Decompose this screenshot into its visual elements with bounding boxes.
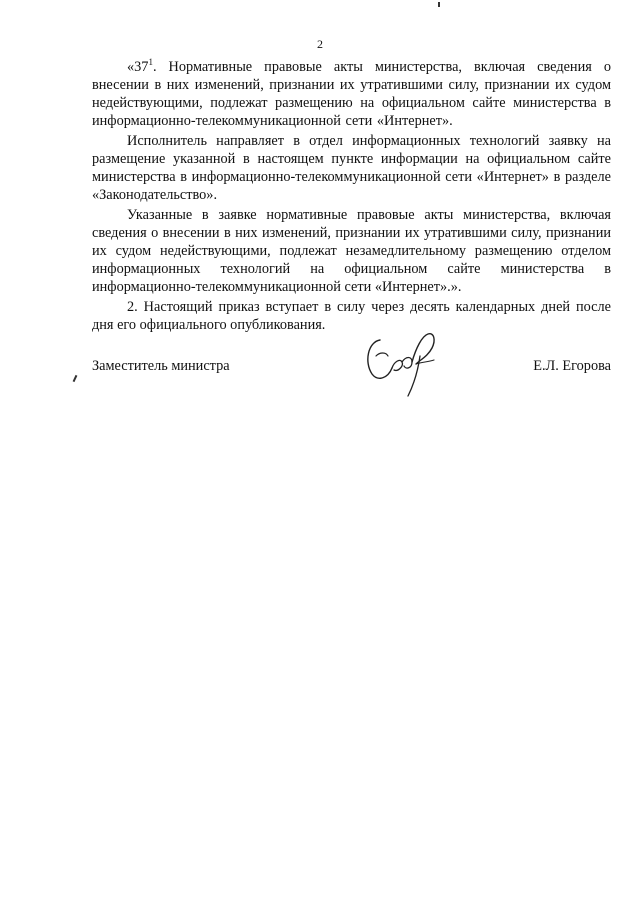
- page-number: 2: [317, 37, 323, 51]
- paragraph-37-1: [92, 58, 611, 130]
- signatory-position: Заместитель министра: [92, 358, 230, 374]
- paragraph-effective-date: 2. Настоящий приказ вступает в силу через десять календарных дней после дня его официального опубликования.: [92, 299, 611, 333]
- paragraph-37-1-text: . Нормативные правовые акты министерства, включая сведения о внесении в них изменений, признании их утратившими силу, признании их судом недействующими, подлежат размещению на официальном сайте министерства в информационно-телекоммуникационной сети «Интернет».: [92, 59, 611, 129]
- paragraph-executor: Исполнитель направляет в отдел информационных технологий заявку на размещение указанной в настоящем пункте информации на официальном сайте министерства в информационно-телекоммуникационной сети «Интернет» в разделе «Законодательство».: [92, 133, 611, 203]
- scan-mark-top: [438, 2, 440, 7]
- paragraph-37-1-superscript: 1: [148, 57, 153, 67]
- signature-block: [92, 358, 611, 378]
- scan-mark-left: [73, 375, 78, 382]
- paragraph-37-1-prefix: «37: [127, 59, 149, 75]
- signatory-name: Е.Л. Егорова: [533, 358, 611, 374]
- paragraph-acts-placement: Указанные в заявке нормативные правовые акты министерства, включая сведения о внесении в них изменений, признании их утратившими силу, признании их судом недействующими, подлежат незамедлительному размещению отделом информационных технологий на официальном сайте министерства в информационно-телекоммуникационной сети «Интернет».».: [92, 207, 611, 295]
- document-body: [92, 58, 611, 334]
- handwritten-signature: [362, 326, 442, 398]
